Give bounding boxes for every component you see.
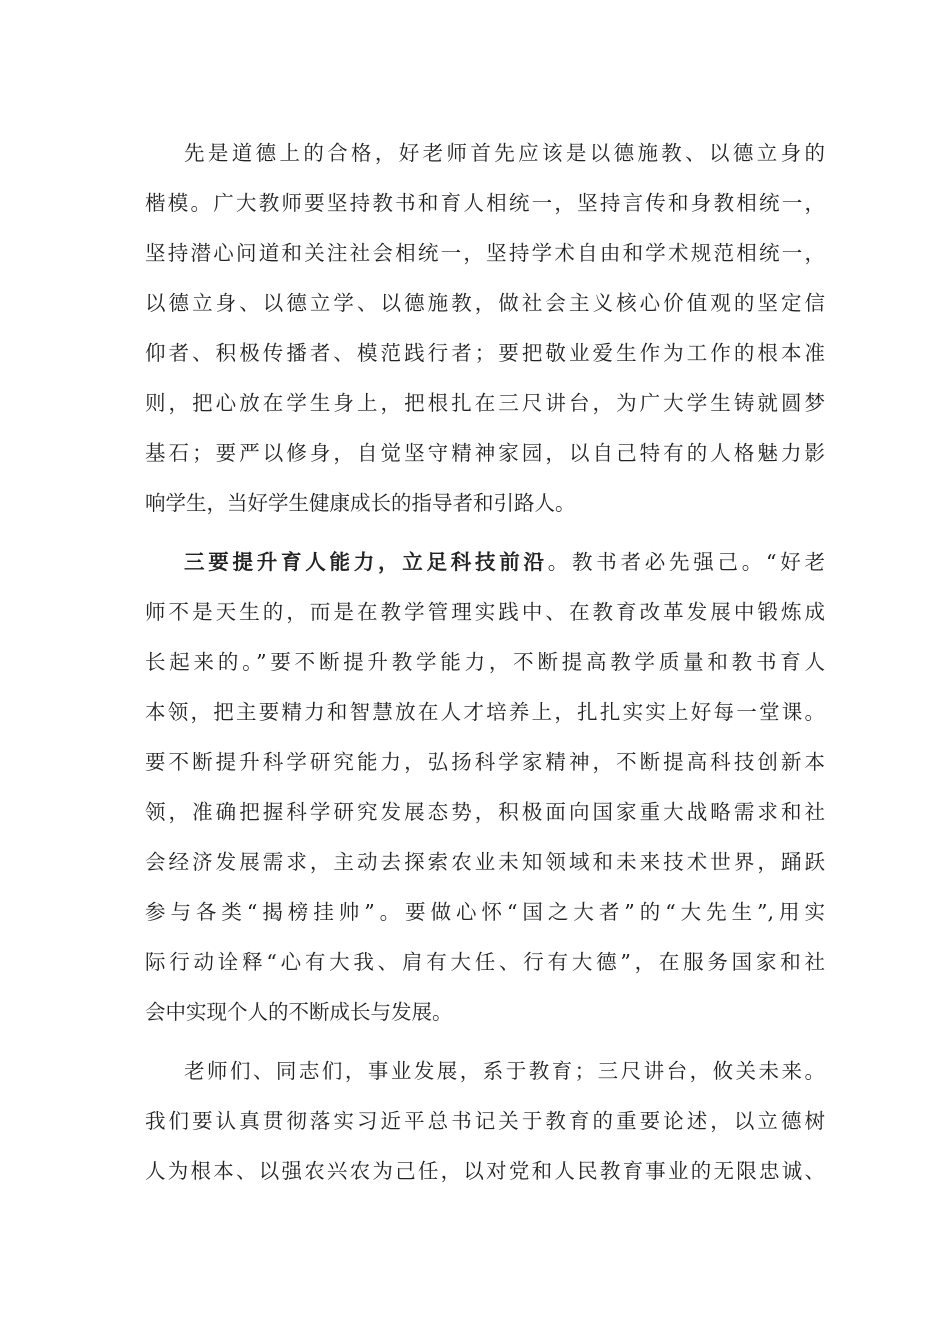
paragraph-2-line-4: 本领，把主要精力和智慧放在人才培养上，扎扎实实上好每一堂课。 bbox=[145, 700, 825, 724]
paragraph-3-line-3: 人为根本、以强农兴农为己任，以对党和人民教育事业的无限忠诚、 bbox=[145, 1159, 825, 1183]
paragraph-2-line-9: 际行动诠释“心有大我、肩有大任、行有大德”，在服务国家和社 bbox=[145, 950, 825, 974]
paragraph-2-line-5: 要不断提升科学研究能力，弘扬科学家精神，不断提高科技创新本 bbox=[145, 750, 825, 774]
paragraph-2-line-7: 会经济发展需求，主动去探索农业未知领域和未来技术世界，踊跃 bbox=[145, 850, 825, 874]
paragraph-1-line-4: 以德立身、以德立学、以德施教，做社会主义核心价值观的坚定信 bbox=[145, 291, 825, 315]
paragraph-1-line-1: 先是道德上的合格，好老师首先应该是以德施教、以德立身的 bbox=[184, 141, 825, 165]
paragraph-2-line-1-rest: 。教书者必先强己。“好老 bbox=[547, 550, 826, 574]
paragraph-1-line-3: 坚持潜心问道和关注社会相统一，坚持学术自由和学术规范相统一， bbox=[145, 241, 825, 265]
paragraph-3-line-2: 我们要认真贯彻落实习近平总书记关于教育的重要论述，以立德树 bbox=[145, 1109, 825, 1133]
paragraph-1-line-2: 楷模。广大教师要坚持教书和育人相统一，坚持言传和身教相统一， bbox=[145, 191, 825, 215]
paragraph-2-line-10: 会中实现个人的不断成长与发展。 bbox=[145, 1000, 453, 1024]
paragraph-2-line-3: 长起来的。”要不断提升教学能力，不断提高教学质量和教书育人 bbox=[145, 650, 825, 674]
paragraph-1-line-7: 基石；要严以修身，自觉坚守精神家园，以自己特有的人格魅力影 bbox=[145, 441, 825, 465]
paragraph-3-line-1: 老师们、同志们，事业发展，系于教育；三尺讲台，攸关未来。 bbox=[184, 1059, 825, 1083]
paragraph-2-line-8: 参与各类“揭榜挂帅”。要做心怀“国之大者”的“大先生”,用实 bbox=[145, 900, 825, 924]
paragraph-2-line-6: 领，准确把握科学研究发展态势，积极面向国家重大战略需求和社 bbox=[145, 800, 825, 824]
paragraph-1-line-8: 响学生，当好学生健康成长的指导者和引路人。 bbox=[145, 491, 576, 515]
paragraph-1-line-5: 仰者、积极传播者、模范践行者；要把敬业爱生作为工作的根本准 bbox=[145, 341, 825, 365]
paragraph-2-line-2: 师不是天生的，而是在教学管理实践中、在教育改革发展中锻炼成 bbox=[145, 600, 825, 624]
paragraph-1-line-6: 则，把心放在学生身上，把根扎在三尺讲台，为广大学生铸就圆梦 bbox=[145, 391, 825, 415]
section-heading: 三要提升育人能力，立足科技前沿 bbox=[184, 550, 548, 574]
paragraph-2-line-1 bbox=[184, 537, 825, 587]
